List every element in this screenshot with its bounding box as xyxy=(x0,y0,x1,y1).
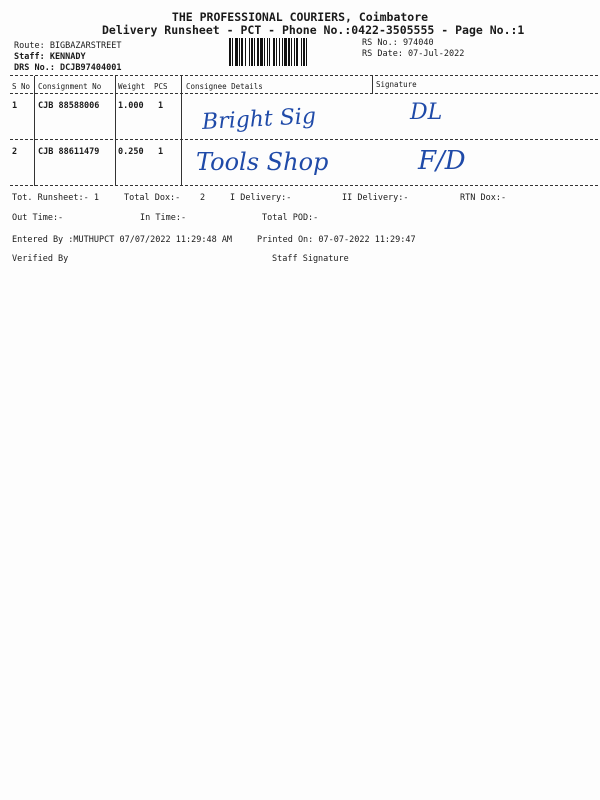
barcode-bar xyxy=(301,38,302,66)
ii-delivery: II Delivery:- xyxy=(342,193,409,203)
barcode-bar xyxy=(273,38,275,66)
i-delivery: I Delivery:- xyxy=(230,193,292,203)
barcode-bar xyxy=(257,38,259,66)
table-header-rule xyxy=(10,93,598,94)
barcode-bar xyxy=(260,38,263,66)
col-header-consignee: Consignee Details xyxy=(186,82,263,91)
in-time: In Time:- xyxy=(140,213,187,223)
barcode-bar xyxy=(241,38,243,66)
total-pod: Total POD:- xyxy=(262,213,319,223)
runsheet-subtitle: Delivery Runsheet - PCT - Phone No.:0422-3505555 - Page No.:1 xyxy=(102,23,525,37)
staff-signature: Staff Signature xyxy=(272,254,349,264)
row-1-pcs: 1 xyxy=(158,101,164,111)
barcode-bar xyxy=(288,38,290,66)
row-2-signature-handwritten: F/D xyxy=(418,146,466,176)
row-1-consignee-handwritten: Bright Sig xyxy=(201,104,317,135)
total-dox-value: 2 xyxy=(200,193,206,203)
barcode-bar xyxy=(264,38,265,66)
col-divider xyxy=(372,76,373,94)
barcode-bar xyxy=(239,38,240,66)
barcode-bar xyxy=(251,38,253,66)
rs-number: RS No.: 974040 xyxy=(362,38,434,48)
barcode-bar xyxy=(267,38,268,66)
row-divider xyxy=(10,139,598,140)
total-dox-label: Total Dox:- xyxy=(124,193,181,203)
row-1-sno: 1 xyxy=(12,101,18,111)
route-label: Route: BIGBAZARSTREET xyxy=(14,41,122,51)
barcode-bar xyxy=(229,38,231,66)
drs-number: DRS No.: DCJB97404001 xyxy=(14,63,122,73)
rs-date: RS Date: 07-Jul-2022 xyxy=(362,49,465,59)
out-time: Out Time:- xyxy=(12,213,64,223)
barcode xyxy=(228,38,354,66)
verified-by: Verified By xyxy=(12,254,69,264)
barcode-bar xyxy=(296,38,298,66)
row-1-weight: 1.000 xyxy=(118,101,144,111)
col-divider xyxy=(181,76,182,186)
barcode-bar xyxy=(303,38,305,66)
barcode-bar xyxy=(245,38,246,66)
col-header-sno: S No xyxy=(12,82,31,91)
col-header-pcs: PCS xyxy=(154,82,168,91)
entered-by: Entered By :MUTHUPCT 07/07/2022 11:29:48 AM xyxy=(12,235,233,245)
barcode-bar xyxy=(284,38,287,66)
col-divider xyxy=(115,76,116,186)
barcode-bar xyxy=(235,38,238,66)
col-header-consignment: Consignment No xyxy=(38,82,102,91)
barcode-bar xyxy=(282,38,283,66)
tot-runsheet: Tot. Runsheet:- 1 xyxy=(12,193,99,203)
row-2-pcs: 1 xyxy=(158,147,164,157)
row-1-signature-handwritten: DL xyxy=(410,100,443,125)
table-top-rule xyxy=(10,75,598,76)
barcode-bar xyxy=(306,38,307,66)
barcode-bar xyxy=(279,38,280,66)
table-bottom-rule xyxy=(10,185,598,186)
barcode-bar xyxy=(232,38,233,66)
row-2-sno: 2 xyxy=(12,147,18,157)
row-2-weight: 0.250 xyxy=(118,147,144,157)
col-divider xyxy=(34,76,35,186)
row-2-consignee-handwritten: Tools Shop xyxy=(196,148,329,176)
barcode-bar xyxy=(269,38,270,66)
row-2-consignment: CJB 88611479 xyxy=(38,147,100,157)
staff-label: Staff: KENNADY xyxy=(14,52,86,62)
barcode-bar xyxy=(249,38,250,66)
col-header-weight: Weight xyxy=(118,82,146,91)
printed-on: Printed On: 07-07-2022 11:29:47 xyxy=(257,235,416,245)
rtn-dox: RTN Dox:- xyxy=(460,193,507,203)
col-header-signature: Signature xyxy=(376,80,417,89)
barcode-bar xyxy=(291,38,292,66)
barcode-bar xyxy=(254,38,255,66)
company-title: THE PROFESSIONAL COURIERS, Coimbatore xyxy=(171,10,429,24)
barcode-bar xyxy=(294,38,295,66)
row-1-consignment: CJB 88588006 xyxy=(38,101,100,111)
barcode-bar xyxy=(276,38,277,66)
